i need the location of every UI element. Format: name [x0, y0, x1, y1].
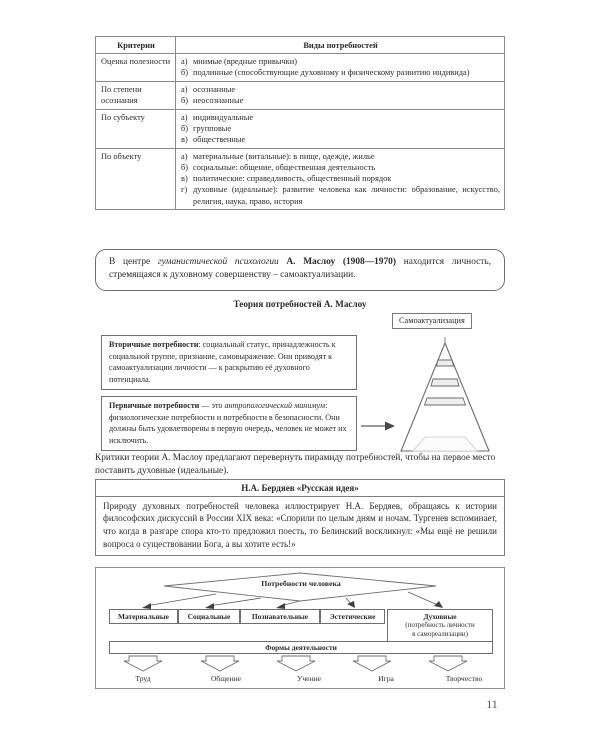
category-material: Материальные [109, 609, 178, 624]
scheme-root-label: Потребности человека [261, 579, 341, 588]
list-item [181, 67, 500, 78]
list-text: групповые [193, 124, 232, 134]
human-needs-scheme [95, 567, 505, 689]
secondary-needs-lead: Вторичные потребности [109, 340, 199, 349]
primary-needs-box [101, 396, 357, 451]
table-row [96, 109, 505, 148]
section-title-maslow-theory: Теория потребностей А. Маслоу [233, 299, 367, 309]
primary-needs-text: : физиологические потребности и потребности в безопасности. Они должны быть удовлетворены в первую очередь, человек не может их исключить. [109, 401, 347, 446]
activity-form-communication: Общение [210, 674, 242, 683]
primary-needs-italic-term: антропологический минимум [224, 401, 326, 410]
primary-needs-mid: — это [199, 401, 225, 410]
list-text: духовные (идеальные): развитие человека как личности: образование, искусство, религия, наука, право, история [193, 185, 500, 206]
list-text: осознанные [193, 85, 236, 95]
list-marker: б) [181, 163, 189, 173]
list-marker: в) [181, 135, 188, 145]
list-item [181, 112, 500, 123]
list-item [181, 84, 500, 95]
list-text: общественные [193, 135, 246, 145]
primary-needs-lead: Первичные потребности [109, 401, 200, 410]
activity-form-learning: Учение [296, 674, 322, 683]
list-marker: а) [181, 112, 188, 122]
table-cell-criterion: По степени осознания [96, 82, 176, 110]
category-aesthetic: Эстетические [320, 609, 385, 624]
table-cell-types [176, 109, 505, 148]
list-marker: б) [181, 124, 189, 134]
callout-text-part1: В центре [109, 257, 158, 267]
list-marker: б) [181, 68, 189, 78]
list-marker: г) [181, 185, 188, 195]
table-header-criteria: Критерии [96, 37, 176, 54]
list-marker: в) [181, 174, 188, 184]
secondary-needs-text: : социальный статус, принадлежность к социальной группе, признание, самовыражение. Они приводят к самоактуализации личности — к раскрытию её духовного потенциала. [109, 340, 336, 385]
list-text: индивидуальные [193, 112, 254, 122]
needs-pyramid-shape [385, 337, 505, 463]
list-text: мнимые (вредные привычки) [193, 57, 298, 67]
self-actualization-label: Самоактуализация [392, 313, 472, 329]
table-cell-types [176, 82, 505, 110]
list-text: подлинные (способствующие духовному и физическому развитию индивида) [193, 68, 470, 78]
list-marker: а) [181, 85, 188, 95]
callout-bold-name: А. Маслоу (1908—1970) [286, 257, 396, 267]
category-cognitive: Познавательные [240, 609, 320, 624]
list-item [181, 134, 500, 145]
table-cell-types [176, 54, 505, 82]
list-marker: а) [181, 57, 188, 67]
berdyaev-body-text: Природу духовных потребностей человека иллюстрирует Н.А. Бердяев, обращаясь к истории философских дискуссий в России XIX века: «Спорили по целым дням и ночам. Тургенев вспоминает, что когда в разгаре спора кто-то предложил поесть, то Белинский воскликнул: «Мы ещё не решили вопроса о существовании Бога, а вы хотите есть!» [103, 500, 497, 550]
table-cell-criterion: По объекту [96, 148, 176, 209]
page-number: 11 [486, 697, 498, 711]
list-text: политические: справедливость, общественный порядок [193, 174, 392, 184]
list-marker: а) [181, 151, 188, 161]
maslow-definition-callout [95, 249, 505, 291]
table-cell-types [176, 148, 505, 209]
table-header-row [96, 37, 505, 54]
secondary-needs-box [101, 335, 357, 390]
activity-form-labour: Труд [135, 674, 151, 683]
list-item [181, 162, 500, 173]
list-marker: б) [181, 96, 189, 106]
table-row [96, 148, 505, 209]
category-spiritual-label: Духовные [423, 612, 457, 621]
list-text: неосознанные [193, 96, 244, 106]
category-social: Социальные [178, 609, 240, 624]
table-row [96, 54, 505, 82]
table-row [96, 82, 505, 110]
critics-paragraph: Критики теории А. Маслоу предлагают перевернуть пирамиду потребностей, чтобы на первое место поставить духовные (идеальные). [95, 453, 496, 477]
forms-of-activity-bar: Формы деятельности [109, 641, 493, 654]
category-spiritual-sub-line1: (потребность личности [405, 621, 475, 630]
list-text: социальные: общение, общественная деятельность [193, 163, 376, 173]
list-item [181, 95, 500, 106]
category-spiritual-sub-line2: в самореализации) [412, 630, 468, 638]
callout-text-part3: находится личность, стремящаяся к духовному совершенству – самоактуализации. [109, 257, 491, 281]
needs-classification-table [95, 36, 505, 210]
list-item [181, 184, 500, 206]
table-cell-criterion: Оценка полезности [96, 54, 176, 82]
table-cell-criterion: По субъекту [96, 109, 176, 148]
list-item [181, 56, 500, 67]
maslow-pyramid-diagram [95, 313, 505, 463]
list-item [181, 151, 500, 162]
list-item [181, 123, 500, 134]
list-item [181, 173, 500, 184]
table-header-types: Виды потребностей [176, 37, 505, 54]
berdyaev-heading: Н.А. Бердяев «Русская идея» [96, 480, 504, 497]
activity-form-play: Игра [378, 674, 394, 683]
activity-form-creativity: Творчество [445, 674, 483, 683]
berdyaev-quote-box [95, 479, 505, 556]
callout-italic-term: гуманистической психологии [157, 257, 279, 267]
list-text: материальные (витальные): в пище, одежде, жилье [193, 151, 375, 161]
